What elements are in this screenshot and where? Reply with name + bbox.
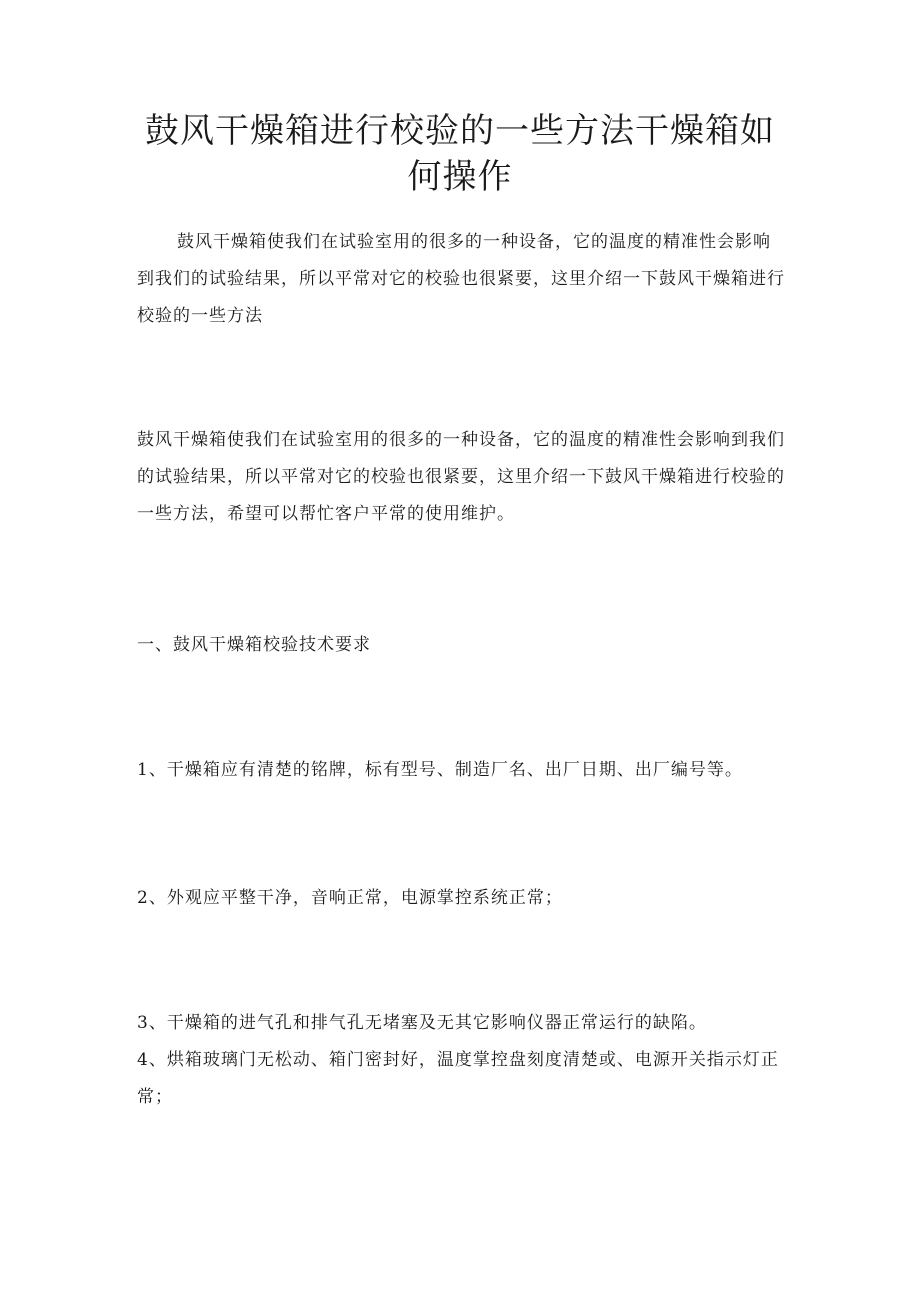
list-item: 4、烘箱玻璃门无松动、箱门密封好，温度掌控盘刻度清楚或、电源开关指示灯正常； xyxy=(137,1050,779,1107)
document-title: 鼓风干燥箱进行校验的一些方法干燥箱如何操作 xyxy=(145,111,775,197)
list-item: 1、干燥箱应有清楚的铭牌，标有型号、制造厂名、出厂日期、出厂编号等。 xyxy=(137,760,743,780)
section-heading: 一、鼓风干燥箱校验技术要求 xyxy=(137,635,371,655)
list-item: 3、干燥箱的进气孔和排气孔无堵塞及无其它影响仪器正常运行的缺陷。 xyxy=(137,1013,707,1033)
intro-paragraph: 鼓风干燥箱使我们在试验室用的很多的一种设备，它的温度的精准性会影响到我们的试验结果，所以平常对它的校验也很紧要，这里介绍一下鼓风干燥箱进行校验的一些方法 xyxy=(137,232,785,326)
list-item: 2、外观应平整干净，音响正常，电源掌控系统正常； xyxy=(137,888,563,908)
repeat-paragraph: 鼓风干燥箱使我们在试验室用的很多的一种设备，它的温度的精准性会影响到我们的试验结果，所以平常对它的校验也很紧要，这里介绍一下鼓风干燥箱进行校验的一些方法，希望可以帮忙客户平常的使用维护。 xyxy=(137,430,785,524)
